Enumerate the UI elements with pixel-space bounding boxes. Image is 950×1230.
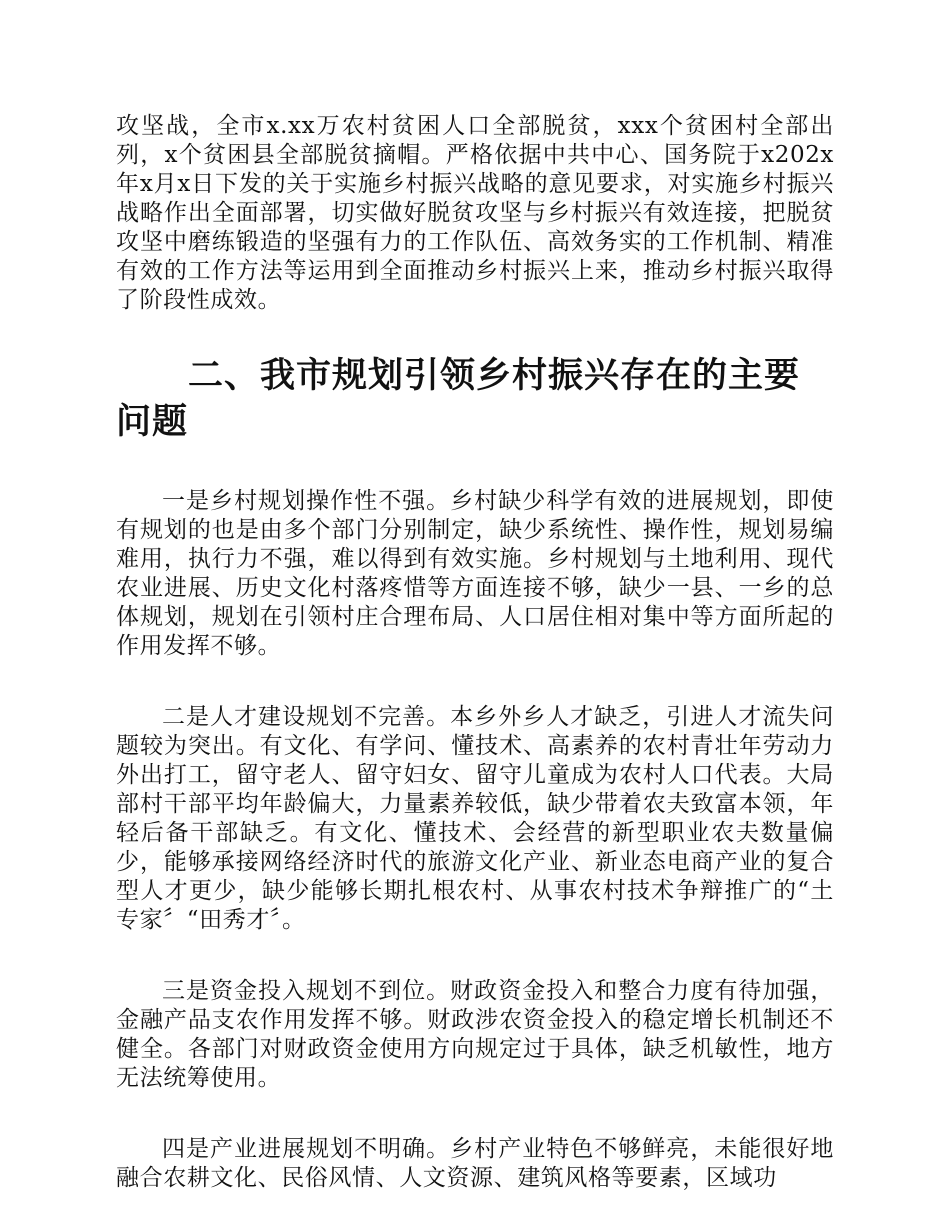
paragraph-industry-planning: 四是产业进展规划不明确。乡村产业特色不够鲜亮，未能很好地融合农耕文化、民俗风情、人文资源、建筑风格等要素，区域功 [116, 1136, 834, 1191]
paragraph-funding-planning: 三是资金投入规划不到位。财政资金投入和整合力度有待加强，金融产品支农作用发挥不够。财政涉农资金投入的稳定增长机制还不健全。各部门对财政资金使用方向规定过于具体，缺乏机敏性，地方无法统筹使用。 [116, 978, 834, 1091]
paragraph-rural-planning: 一是乡村规划操作性不强。乡村缺少科学有效的进展规划，即使有规划的也是由多个部门分别制定，缺少系统性、操作性，规划易编难用，执行力不强，难以得到有效实施。乡村规划与土地利用、现代农业进展、历史文化村落疼惜等方面连接不够，缺少一县、一乡的总体规划，规划在引领村庄合理布局、人口居住相对集中等方面所起的作用发挥不够。 [116, 488, 834, 659]
section-heading: 二、我市规划引领乡村振兴存在的主要问题 [116, 356, 801, 442]
intro-paragraph: 攻坚战，全市x.xx万农村贫困人口全部脱贫，xxx个贫困村全部出列，x个贫困县全部脱贫摘帽。严格依据中共中心、国务院于x202x年x月x日下发的关于实施乡村振兴战略的意见要求，对实施乡村振兴战略作出全面部署，切实做好脱贫攻坚与乡村振兴有效连接，把脱贫攻坚中磨练锻造的坚强有力的工作队伍、高效务实的工作机制、精准有效的工作方法等运用到全面推动乡村振兴上来，推动乡村振兴取得了阶段性成效。 [116, 113, 834, 313]
paragraph-talent-planning: 二是人才建设规划不完善。本乡外乡人才缺乏，引进人才流失问题较为突出。有文化、有学问、懂技术、高素养的农村青壮年劳动力外出打工，留守老人、留守妇女、留守儿童成为农村人口代表。大局部村干部平均年龄偏大，力量素养较低，缺少带着农夫致富本领，年轻后备干部缺乏。有文化、懂技术、会经营的新型职业农夫数量偏少，能够承接网络经济时代的旅游文化产业、新业态电商产业的复合型人才更少，缺少能够长期扎根农村、从事农村技术争辩推广的“土专家〞“田秀才〞。 [116, 704, 834, 933]
document-page [116, 112, 834, 1193]
